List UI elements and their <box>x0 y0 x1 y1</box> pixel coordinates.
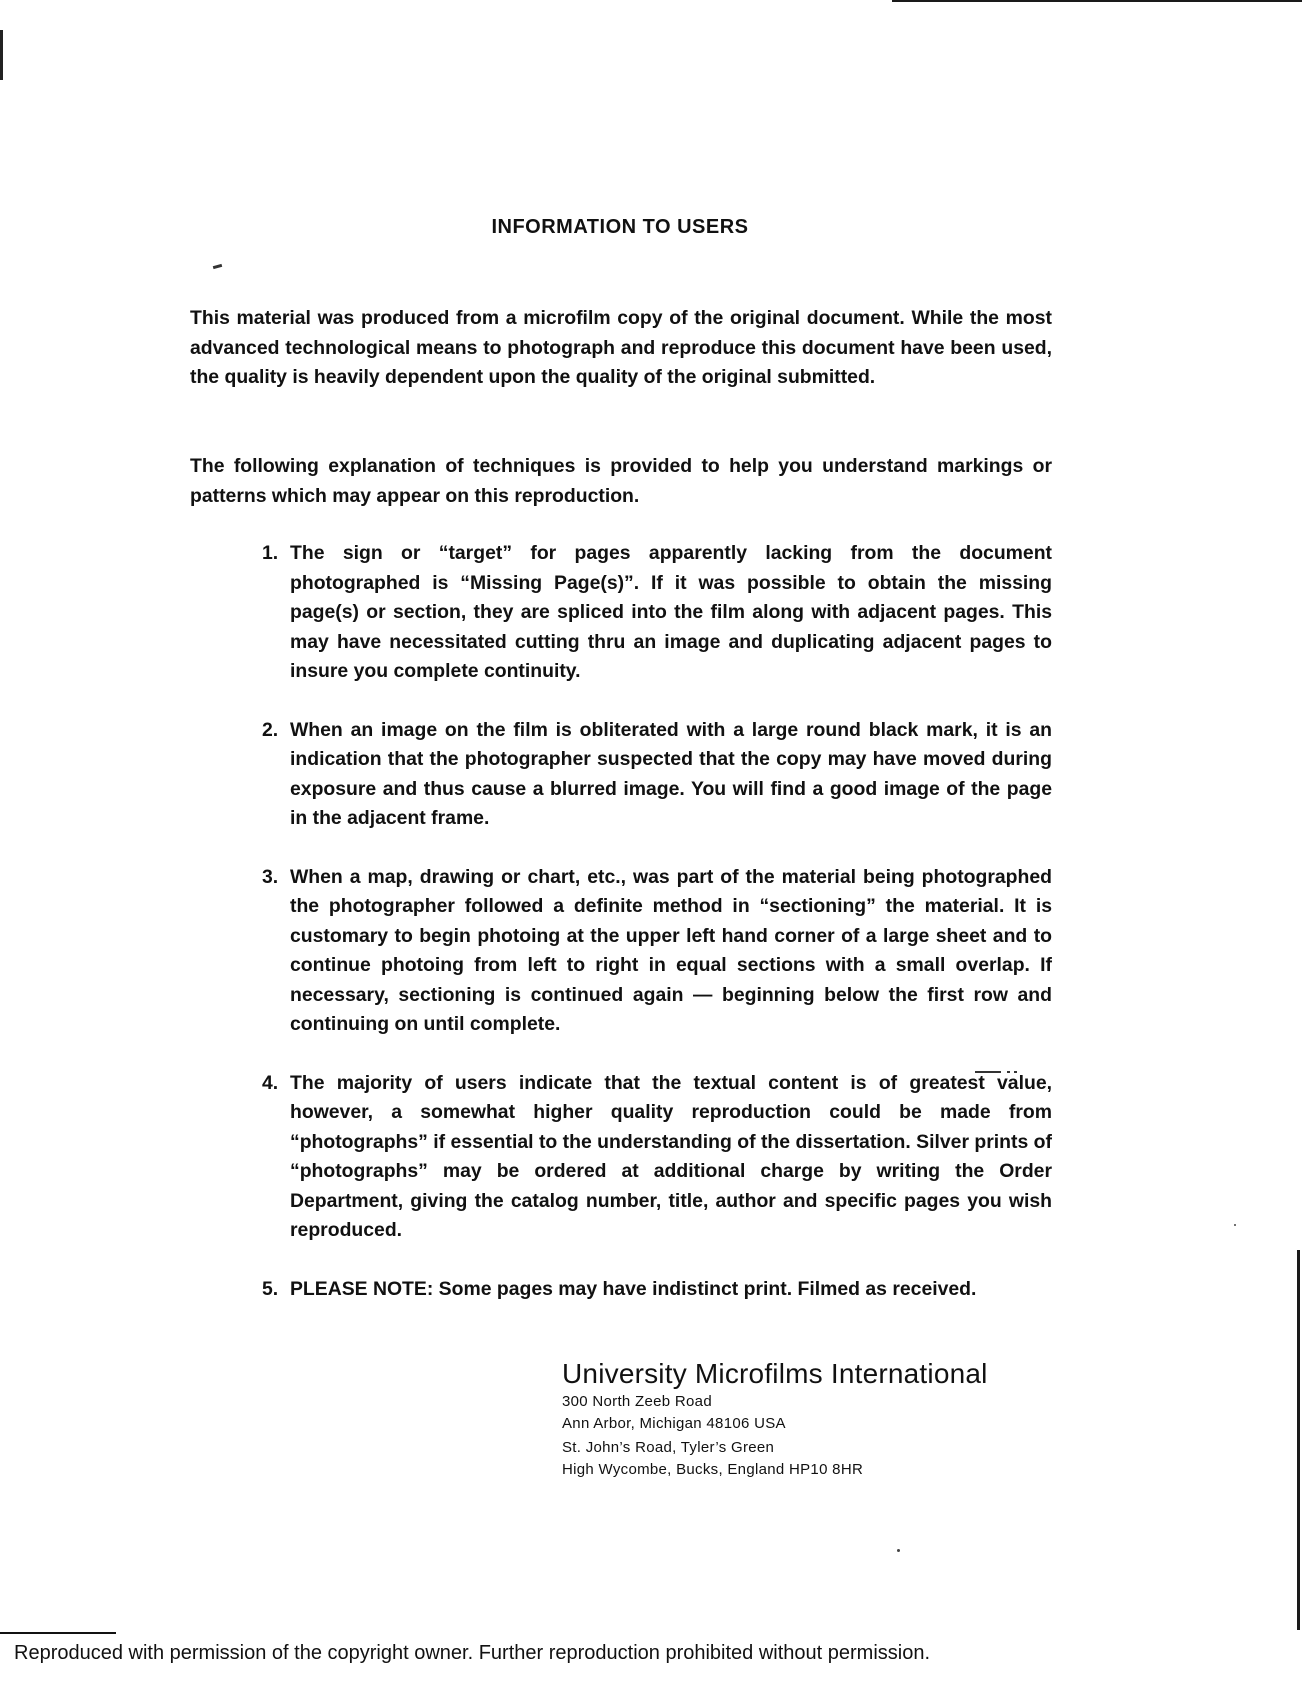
note-text: PLEASE NOTE: Some pages may have indistinct print. Filmed as received. <box>290 1277 977 1300</box>
note-item-2 <box>262 716 1052 834</box>
note-text: When an image on the film is obliterated with a large round black mark, it is an indication that the photographer suspected that the copy may have moved during exposure and thus cause a blurred image. You will find a good image of the page in the adjacent frame. <box>290 718 1052 829</box>
uk-address-line: High Wycombe, Bucks, England HP10 8HR <box>562 1460 864 1478</box>
note-number: 4. <box>262 1071 279 1094</box>
uk-address-line: St. John’s Road, Tyler’s Green <box>562 1439 775 1456</box>
document-title: INFORMATION TO USERS <box>491 216 749 238</box>
note-item-5 <box>262 1275 1052 1305</box>
note-item-1 <box>262 539 1052 687</box>
note-number: 3. <box>262 865 279 888</box>
intro-paragraph: This material was produced from a microfilm copy of the original document. While the most advanced technological means to photograph and reproduce this document have been used, the quality is heavily dependent upon the quality of the original submitted. <box>190 307 1052 388</box>
publisher-address-block <box>562 1357 1082 1480</box>
notes-list <box>262 539 1052 1333</box>
note-item-4 <box>262 1069 1052 1246</box>
note-number: 1. <box>262 542 279 564</box>
address-line: 300 North Zeeb Road <box>562 1393 712 1410</box>
address-line: Ann Arbor, Michigan 48106 USA <box>562 1414 786 1432</box>
explanation-paragraph: The following explanation of techniques is provided to help you understand markings or patterns which may appear on this reproduction. <box>190 455 1052 507</box>
note-item-3 <box>262 863 1052 1040</box>
footer-rule <box>0 1632 116 1634</box>
note-text: When a map, drawing or chart, etc., was part of the material being photographed the photographer followed a definite method in “sectioning” the material. It is customary to begin photoing at the upper left hand corner of a large sheet and to continue photoing from left to right in equal sections with a small overlap. If necessary, sectioning is continued again — beginning below the first row and continuing on until complete. <box>290 865 1052 1035</box>
copyright-footer: Reproduced with permission of the copyright owner. Further reproduction prohibited without permission. <box>14 1642 931 1664</box>
note-number: 2. <box>262 718 279 741</box>
note-text: The majority of users indicate that the textual content is of greatest value, however, a somewhat higher quality reproduction could be made from “photographs” if essential to the understanding of the dissertation. Silver prints of “photographs” may be ordered at additional charge by writing the Order Department, giving the catalog number, title, author and specific pages you wish reproduced. <box>290 1071 1052 1241</box>
publisher-name: University Microfilms International <box>562 1358 988 1389</box>
note-text: The sign or “target” for pages apparently lacking from the document photographed is “Missing Page(s)”. If it was possible to obtain the missing page(s) or section, they are spliced into the film along with adjacent pages. This may have necessitated cutting thru an image and duplicating adjacent pages to insure you complete continuity. <box>290 542 1052 682</box>
note-number: 5. <box>262 1277 279 1300</box>
